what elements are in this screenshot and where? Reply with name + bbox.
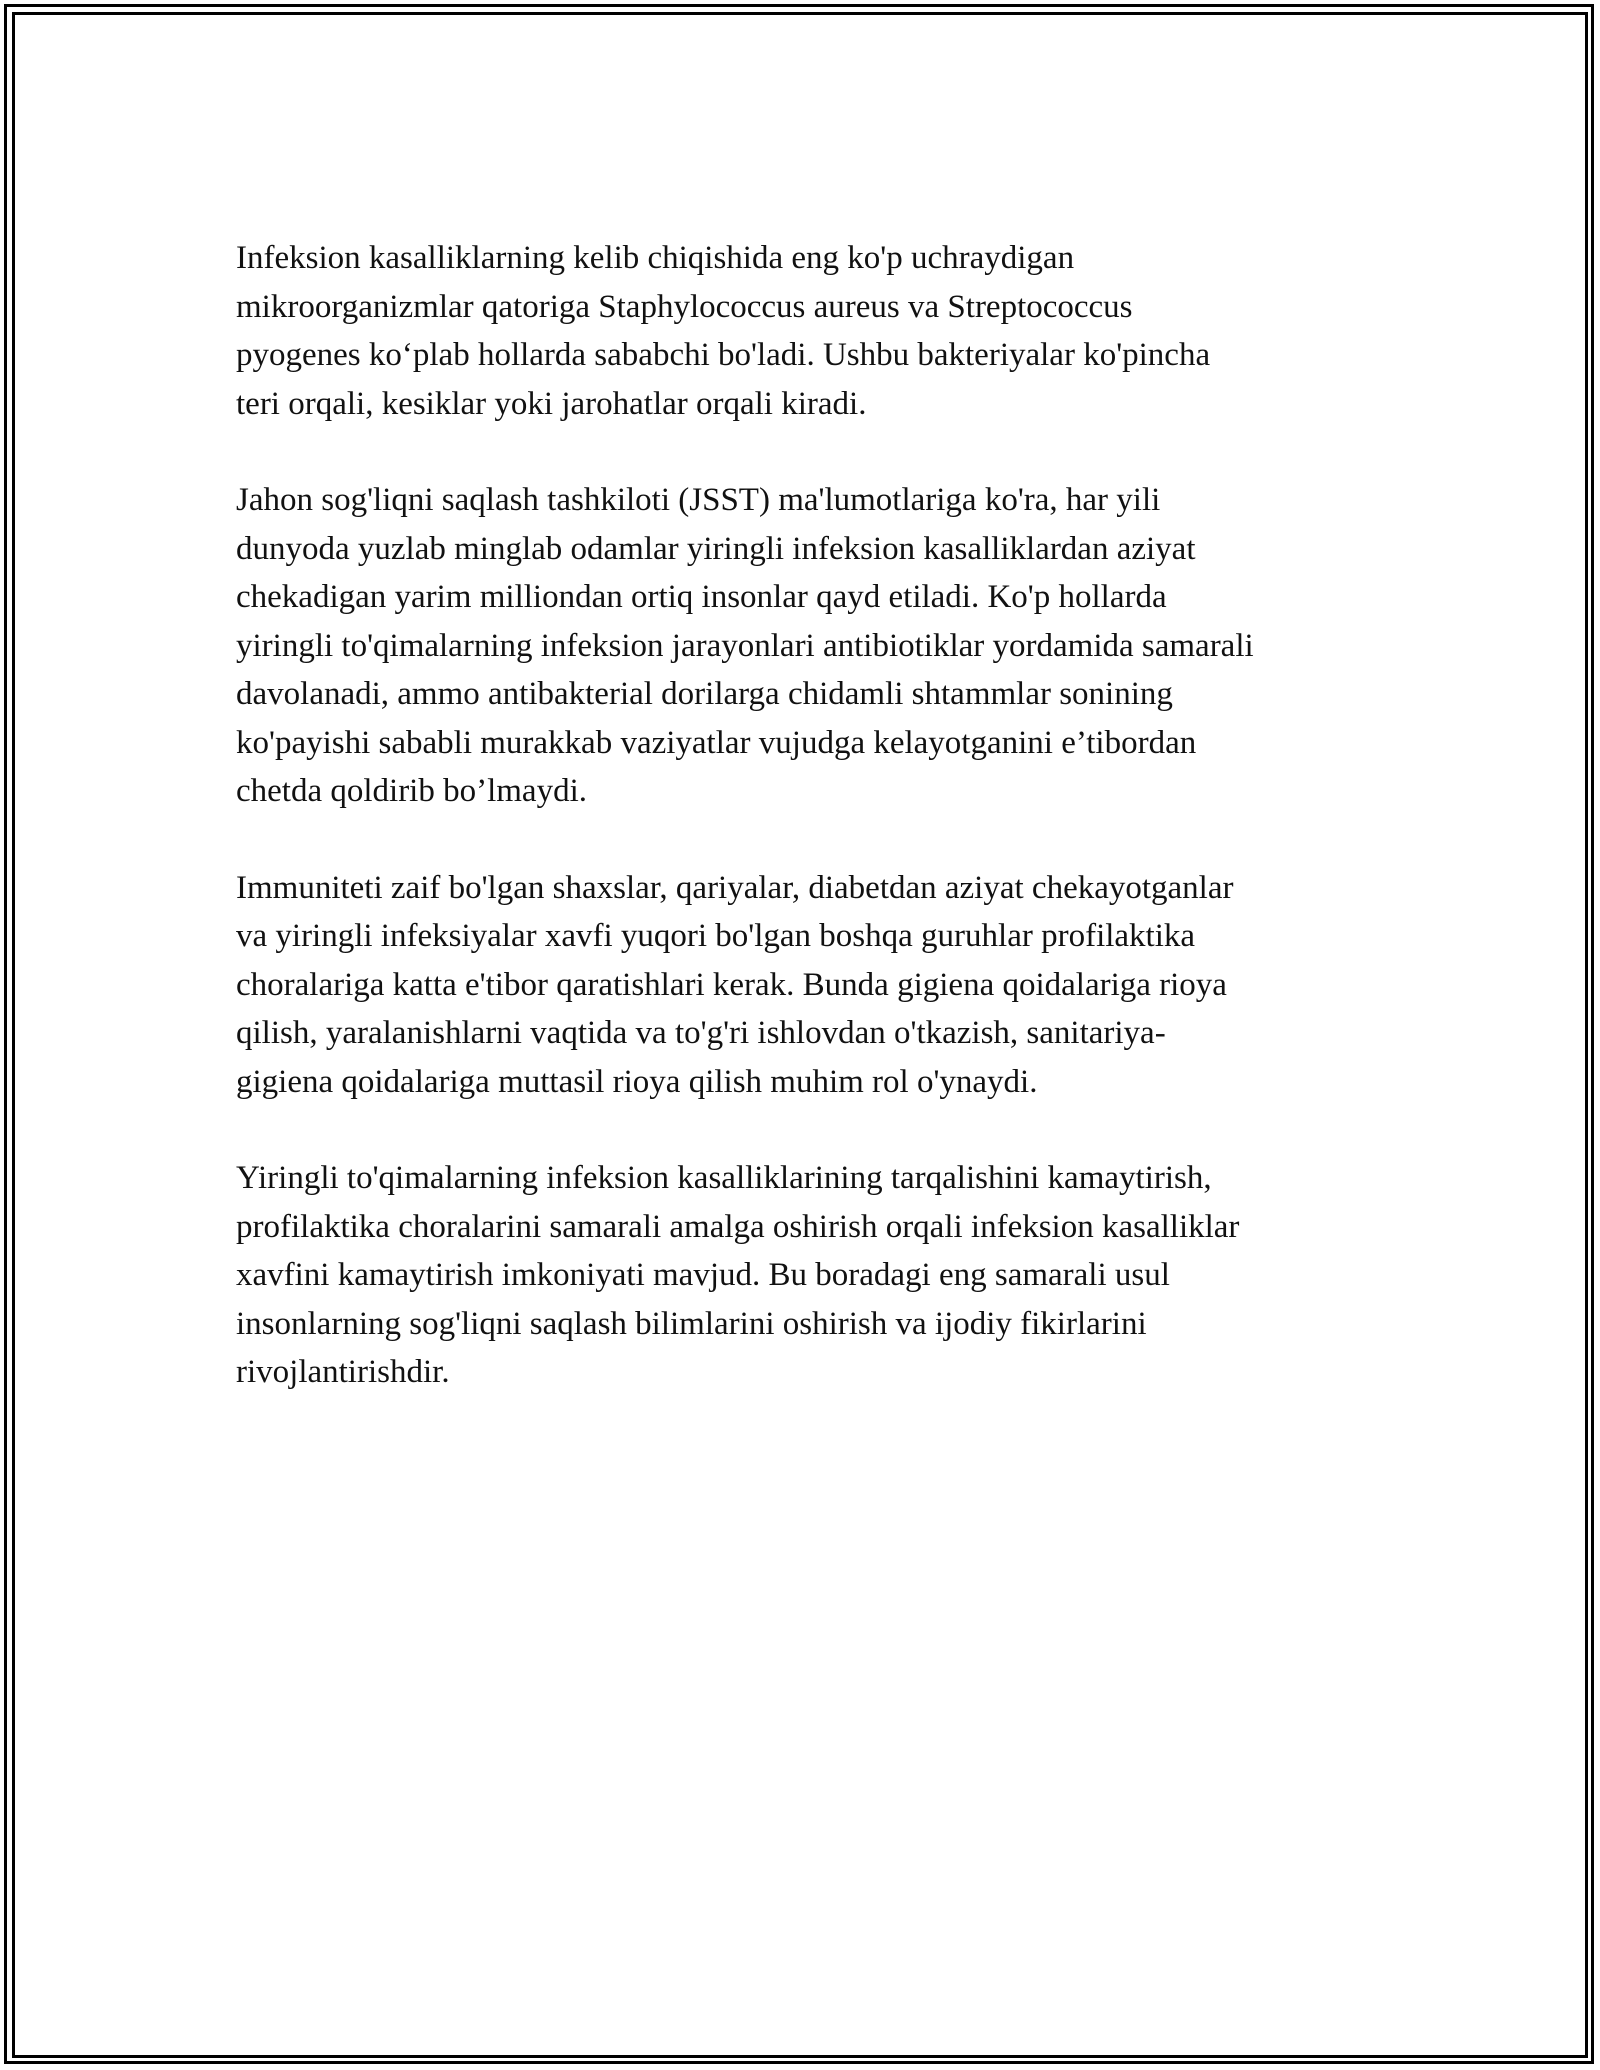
- paragraph-who-statistics: Jahon sog'liqni saqlash tashkiloti (JSST) ma'lumotlariga ko'ra, har yili dunyoda yuzlab minglab odamlar yiringli infeksion kasalliklardan aziyat chekadigan yarim milliondan ortiq insonlar qayd etiladi. Ko'p hollarda yiringli to'qimalarning infeksion jarayonlari antibiotiklar yordamida samarali davolanadi, ammo antibakterial dorilarga chidamli shtammlar sonining ko'payishi sababli murakkab vaziyatlar vujudga kelayotganini e’tibordan chetda qoldirib bo’lmaydi.: [236, 482, 1254, 809]
- paragraph-risk-groups: Immuniteti zaif bo'lgan shaxslar, qariyalar, diabetdan aziyat chekayotganlar va yiringli infeksiyalar xavfi yuqori bo'lgan boshqa guruhlar profilaktika choralariga katta e'tibor qaratishlari kerak. Bunda gigiena qoidalariga rioya qilish, yaralanishlarni vaqtida va to'g'ri ishlovdan o'tkazish, sanitariya- gigiena qoidalariga muttasil rioya qilish muhim rol o'ynaydi.: [236, 869, 1234, 1100]
- paragraph-prevention: Yiringli to'qimalarning infeksion kasalliklarining tarqalishini kamaytirish, profilaktika choralarini samarali amalga oshirish orqali infeksion kasalliklar xavfini kamaytirish imkoniyati mavjud. Bu boradagi eng samarali usul insonlarning sog'liqni saqlash bilimlarini oshirish va ijodiy fikirlarini rivojlantirishdir.: [236, 1160, 1240, 1390]
- paragraph-bacteria: Infeksion kasalliklarning kelib chiqishida eng ko'p uchraydigan mikroorganizmlar qatoriga Staphylococcus aureus va Streptococcus pyogenes ko‘plab hollarda sababchi bo'ladi. Ushbu bakteriyalar ko'pincha teri orqali, kesiklar yoki jarohatlar orqali kiradi.: [236, 240, 1211, 422]
- document-body: [236, 234, 1376, 1445]
